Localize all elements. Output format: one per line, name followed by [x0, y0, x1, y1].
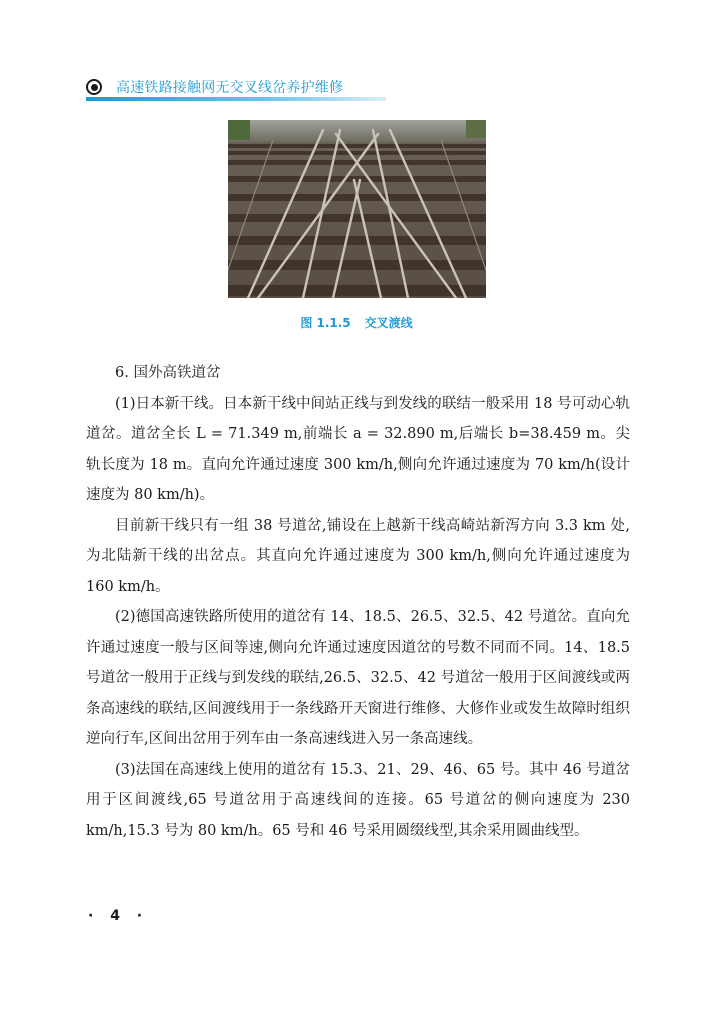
paragraph-germany: (2)德国高速铁路所使用的道岔有 14、18.5、26.5、32.5、42 号道岔。直向允许通过速度一般与区间等速,侧向允许通过速度因道岔的号数不同而不同。14、18.5 号道岔一般用于正线与到发线的联结,26.5、32.5、42 号道岔一般用于区间渡线或两条高速线的联结,区间渡线用于一条线路开天窗进行维修、大修作业或发生故障时组织逆向行车,区间出岔用于列车由一条高速线进入另一条高速线。 — [86, 609, 630, 747]
figure-title: 交叉渡线 — [364, 316, 413, 330]
body-text — [86, 358, 630, 846]
figure-caption — [0, 314, 713, 331]
header-title: 高速铁路接触网无交叉线岔养护维修 — [116, 80, 344, 96]
page-number: · 4 · — [88, 908, 149, 924]
crossover-photo — [228, 120, 486, 298]
paragraph-japan-38: 目前新干线只有一组 38 号道岔,铺设在上越新干线高崎站新泻方向 3.3 km 处,为北陆新干线的出岔点。其直向允许通过速度为 300 km/h,侧向允许通过速度为 160 km/h。 — [86, 517, 630, 595]
paragraph-japan: (1)日本新干线。日本新干线中间站正线与到发线的联结一般采用 18 号可动心轨道岔。道岔全长 L = 71.349 m,前端长 a = 32.890 m,后端长 b=38.459 m。尖轨长度为 18 m。直向允许通过速度 300 km/h,侧向允许通过速度为 70 km/h(设计速度为 80 km/h)。 — [86, 395, 630, 503]
paragraph-france: (3)法国在高速线上使用的道岔有 15.3、21、29、46、65 号。其中 46 号道岔用于区间渡线,65 号道岔用于高速线间的连接。65 号道岔的侧向速度为 230 km/h,15.3 号为 80 km/h。65 号和 46 号采用圆缀线型,其余采用圆曲线型。 — [86, 761, 630, 839]
figure-label: 图 1.1.5 — [300, 316, 351, 330]
section-heading: 6. 国外高铁道岔 — [115, 365, 221, 381]
header-rule — [86, 97, 386, 101]
target-bullet-icon — [86, 79, 102, 95]
